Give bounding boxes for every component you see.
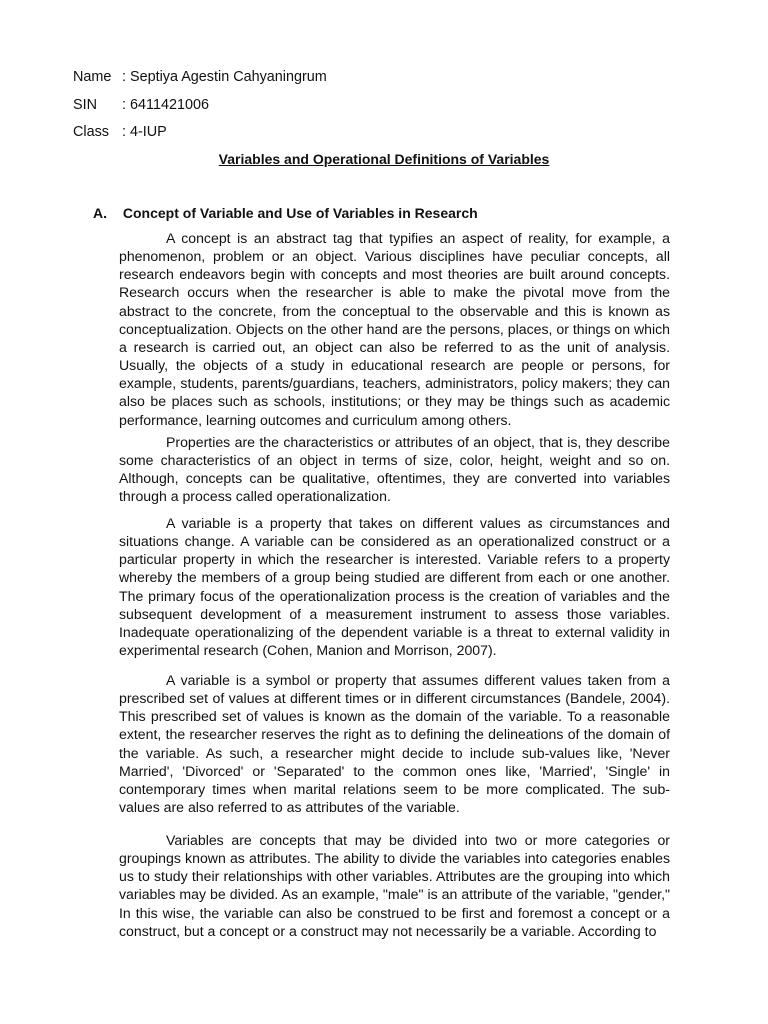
paragraph-2: Properties are the characteristics or attributes of an object, that is, they describe some characteristics of an object in terms of size, color, height, weight and so on. Although, concepts can be qualitative, oftentimes, they are converted into variables through a process called operationalization. — [119, 434, 670, 505]
paragraph-3: A variable is a property that takes on different values as circumstances and situations change. A variable can be considered as an operationalized construct or a particular property in which the researcher is interested. Variable refers to a property whereby the members of a group being studied are different from each or one another. The primary focus of the operationalization process is the creation of variables and the subsequent development of a measurement instrument to assess those variables. Inadequate operationalizing of the dependent variable is a threat to external validity in experimental research (Cohen, Manion and Morrison, 2007). — [119, 515, 670, 659]
document-title: Variables and Operational Definitions of Variables — [218, 151, 550, 167]
class-label: Class — [73, 124, 109, 140]
sin-value: : 6411421006 — [122, 97, 209, 113]
sin-label: SIN — [73, 97, 97, 113]
paragraph-1: A concept is an abstract tag that typifies an aspect of reality, for example, a phenomenon, problem or an object. Various disciplines have peculiar concepts, all research endeavors begin with concepts and most theories are built around concepts. Research occurs when the researcher is able to make the pivotal move from the abstract to the concrete, from the conceptual to the observable and this is known as conceptualization. Objects on the other hand are the persons, places, or things on which a research is carried out, an object can also be referred to as the unit of analysis. Usually, the objects of a study in educational research are people or persons, for example, students, parents/guardians, teachers, administrators, policy makers; they can also be places such as schools, institutions; or they may be things such as academic performance, learning outcomes and curriculum among others. — [119, 230, 670, 428]
section-letter: A. — [93, 205, 107, 221]
name-value: : Septiya Agestin Cahyaningrum — [122, 69, 327, 85]
name-label: Name — [73, 69, 112, 85]
paragraph-4: A variable is a symbol or property that assumes different values taken from a prescribed set of values at different times or in different circumstances (Bandele, 2004). This prescribed set of values is known as the domain of the variable. To a reasonable extent, the researcher reserves the right as to defining the delineations of the domain of the variable. As such, a researcher might decide to include sub-values like, 'Never Married', 'Divorced' or 'Separated' to the common ones like, 'Married', 'Single' in contemporary times when marital relations seem to be more complicated. The sub-values are also referred to as attributes of the variable. — [119, 672, 670, 816]
sin-row — [73, 96, 209, 114]
name-row — [73, 68, 327, 86]
paragraph-5: Variables are concepts that may be divided into two or more categories or groupings known as attributes. The ability to divide the variables into categories enables us to study their relationships with other variables. Attributes are the grouping into which variables may be divided. As an example, "male" is an attribute of the variable, "gender," In this wise, the variable can also be construed to be first and foremost a concept or a construct, but a concept or a construct may not necessarily be a variable. According to — [119, 832, 670, 939]
section-heading — [93, 205, 478, 221]
class-row — [73, 123, 167, 141]
section-title: Concept of Variable and Use of Variables in Research — [122, 205, 478, 221]
class-value: : 4-IUP — [122, 124, 167, 140]
